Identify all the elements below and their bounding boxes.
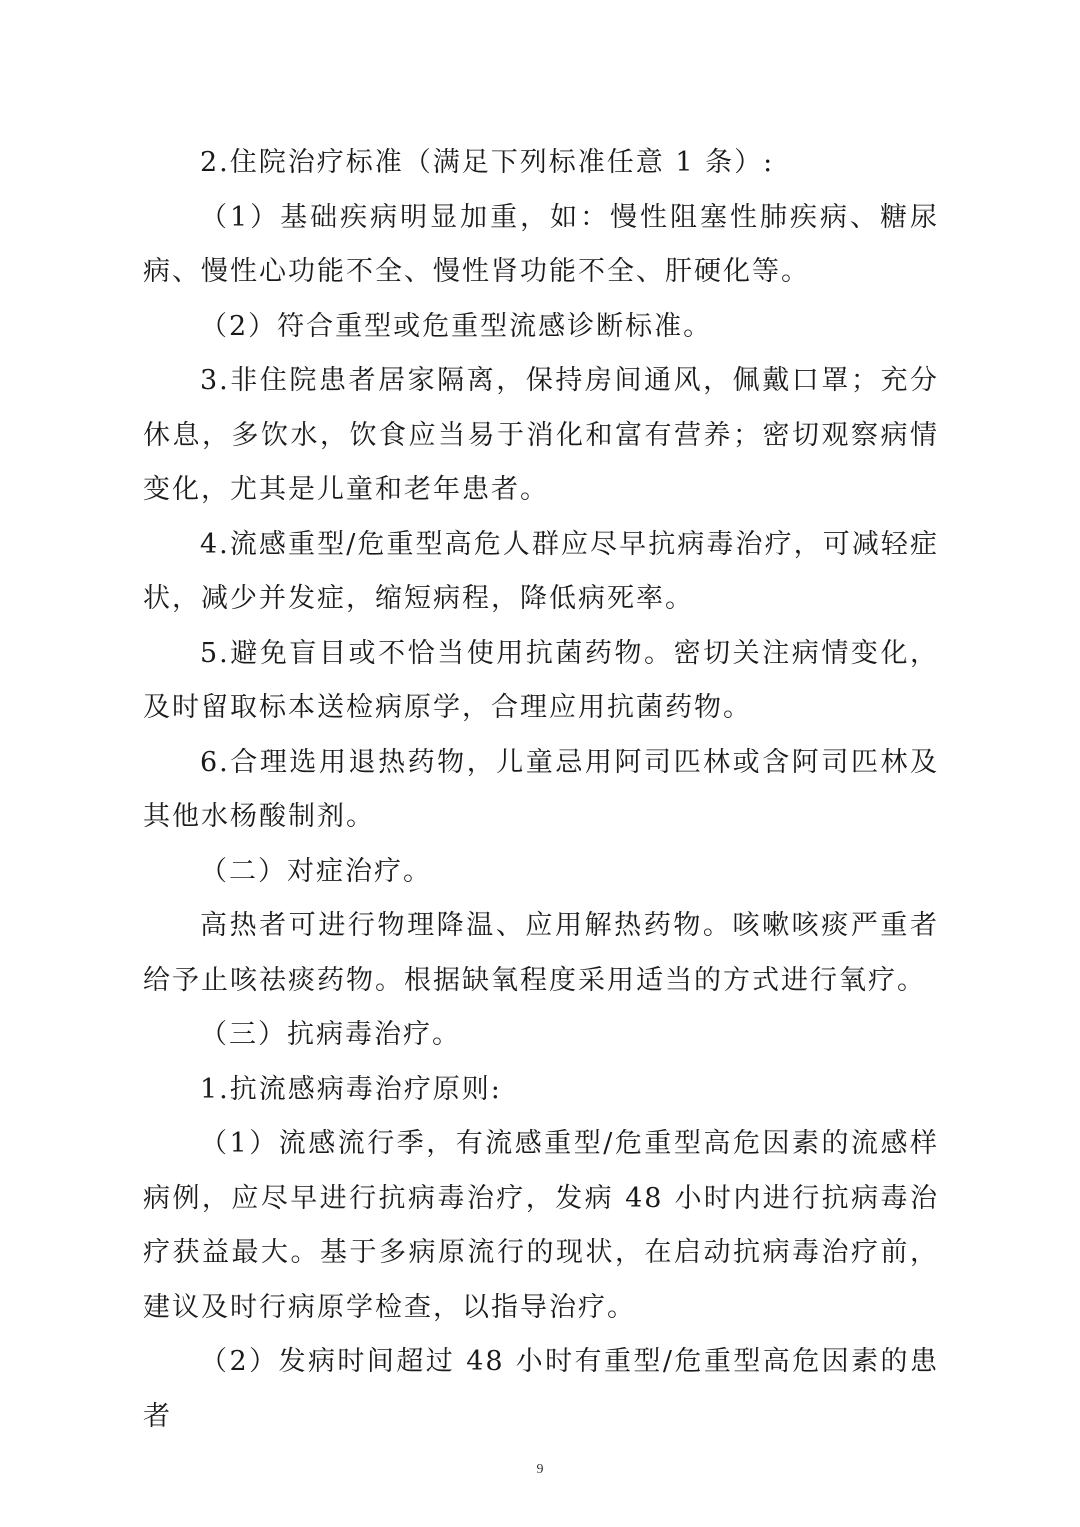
section-heading-antiviral-treatment: （三）抗病毒治疗。 bbox=[200, 1019, 461, 1050]
paragraph-antiviral-principle-1: （1）流感流行季，有流感重型/危重型高危因素的流感样病例，应尽早进行抗病毒治疗，发病 48 小时内进行抗病毒治疗获益最大。基于多病原流行的现状，在启动抗病毒治疗前，建议及时行病原学检查，以指导治疗。 bbox=[143, 1128, 939, 1323]
paragraph-antipyretics: 6.合理选用退热药物，儿童忌用阿司匹林或含阿司匹林及其他水杨酸制剂。 bbox=[143, 746, 939, 832]
section-heading-symptomatic-treatment: （二）对症治疗。 bbox=[200, 855, 432, 887]
paragraph-hospitalization-criteria: 2.住院治疗标准（满足下列标准任意 1 条）: bbox=[200, 147, 775, 178]
paragraph-early-antiviral: 4.流感重型/危重型高危人群应尽早抗病毒治疗，可减轻症状，减少并发症，缩短病程，降低病死率。 bbox=[143, 528, 939, 614]
paragraph-antibiotics: 5.避免盲目或不恰当使用抗菌药物。密切关注病情变化，及时留取标本送检病原学，合理应用抗菌药物。 bbox=[143, 637, 939, 723]
paragraph-home-isolation: 3.非住院患者居家隔离，保持房间通风，佩戴口罩；充分休息，多饮水，饮食应当易于消化和富有营养；密切观察病情变化，尤其是儿童和老年患者。 bbox=[143, 365, 939, 505]
paragraph-antiviral-principle-2: （2）发病时间超过 48 小时有重型/危重型高危因素的患者 bbox=[143, 1346, 939, 1432]
document-body bbox=[143, 136, 939, 1444]
paragraph-antiviral-principles: 1.抗流感病毒治疗原则: bbox=[200, 1073, 502, 1105]
page-number: 9 bbox=[536, 1462, 544, 1477]
paragraph-criterion-2: （2）符合重型或危重型流感诊断标准。 bbox=[200, 310, 713, 342]
paragraph-symptomatic-treatment: 高热者可进行物理降温、应用解热药物。咳嗽咳痰严重者给予止咳祛痰药物。根据缺氧程度采用适当的方式进行氧疗。 bbox=[143, 910, 939, 996]
paragraph-criterion-1: （1）基础疾病明显加重，如：慢性阻塞性肺疾病、糖尿病、慢性心功能不全、慢性肾功能不全、肝硬化等。 bbox=[143, 201, 939, 287]
